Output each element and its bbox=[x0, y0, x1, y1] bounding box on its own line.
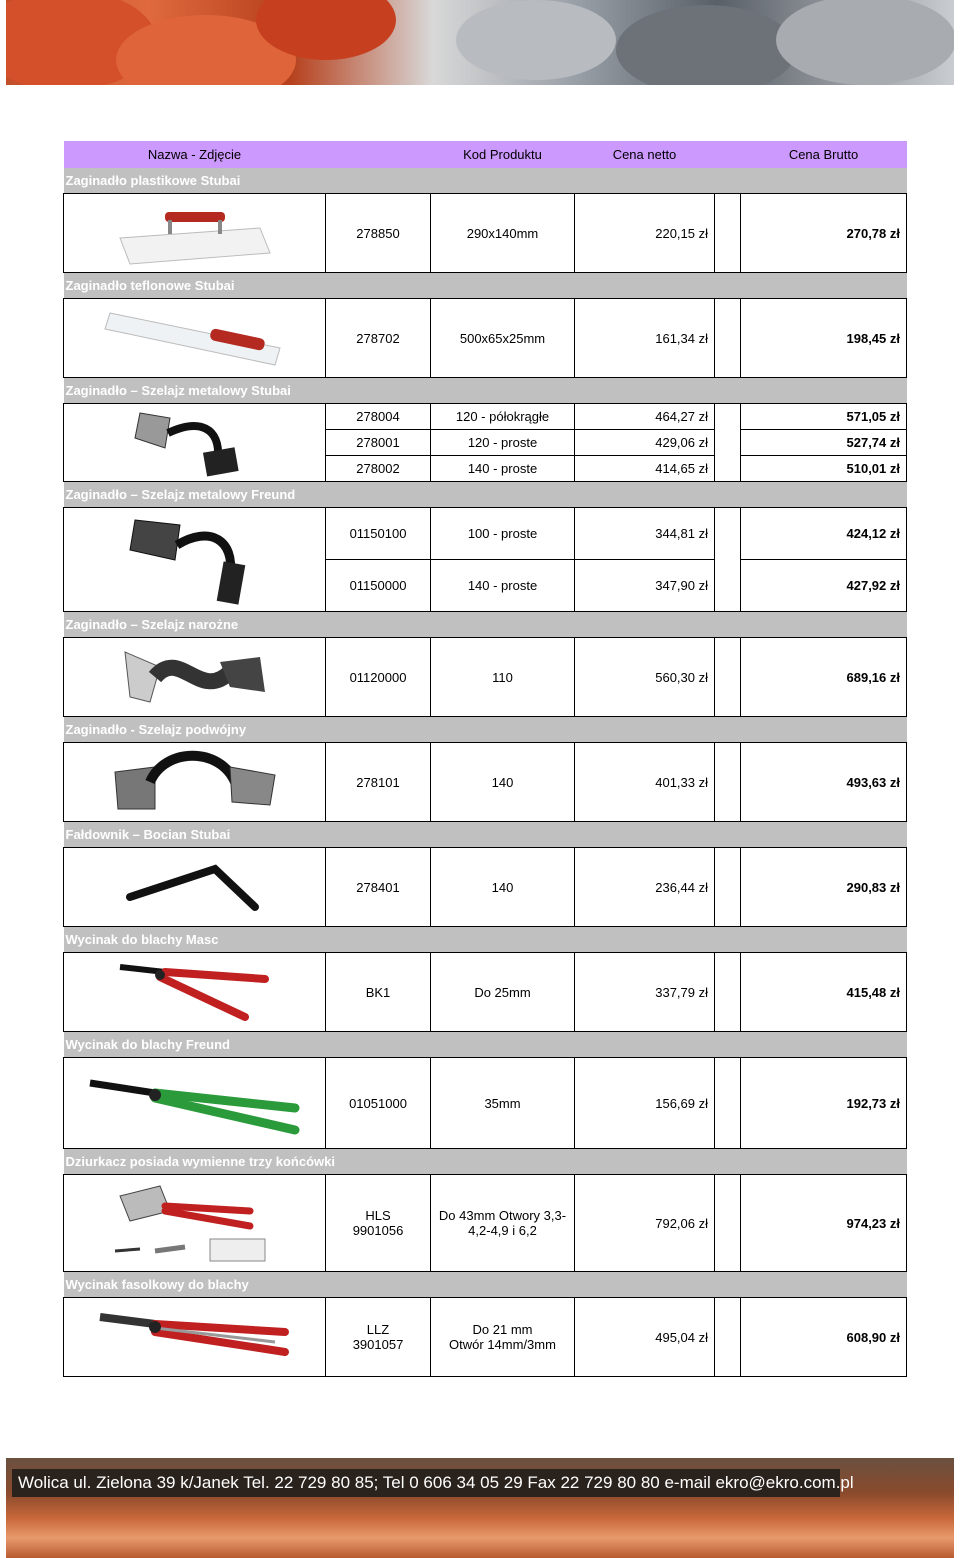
header-net: Cena netto bbox=[575, 141, 715, 168]
category-title: Zaginadło – Szelajz metalowy Freund bbox=[64, 482, 907, 508]
price-table bbox=[63, 141, 907, 1377]
product-image-cutter-freund bbox=[64, 1058, 326, 1149]
product-image-bean-cutter bbox=[64, 1298, 326, 1377]
table-row: HLS 9901056 Do 43mm Otwory 3,3- 4,2-4,9 i 6,2 792,06 zł 974,23 zł bbox=[64, 1175, 907, 1272]
category-title: Zaginadło – Szelajz metalowy Stubai bbox=[64, 378, 907, 404]
footer-contact: Wolica ul. Zielona 39 k/Janek Tel. 22 729 80 85; Tel 0 606 34 05 29 Fax 22 729 80 80 e-mail ekro@ekro.com.pl bbox=[12, 1469, 840, 1497]
table-row: 278401 140 236,44 zł 290,83 zł bbox=[64, 848, 907, 927]
product-image-seamer-double bbox=[64, 743, 326, 822]
header-code: Kod Produktu bbox=[431, 141, 575, 168]
header-name: Nazwa - Zdjęcie bbox=[64, 141, 326, 168]
category-title: Wycinak do blachy Freund bbox=[64, 1032, 907, 1058]
product-image-folder-bocian bbox=[64, 848, 326, 927]
table-row: 278850 290x140mm 220,15 zł 270,78 zł bbox=[64, 194, 907, 273]
header-gross: Cena Brutto bbox=[741, 141, 907, 168]
table-header-row bbox=[64, 141, 907, 168]
table-row: 01051000 35mm 156,69 zł 192,73 zł bbox=[64, 1058, 907, 1149]
category-title: Zaginadło teflonowe Stubai bbox=[64, 273, 907, 299]
product-image-seamer-stubai bbox=[64, 404, 326, 482]
category-title: Wycinak do blachy Masc bbox=[64, 927, 907, 953]
category-title: Zaginadło - Szelajz podwójny bbox=[64, 717, 907, 743]
category-title: Zaginadło – Szelajz narożne bbox=[64, 612, 907, 638]
product-image-punch bbox=[64, 1175, 326, 1272]
table-row: 278002 140 - proste 414,65 zł 510,01 zł bbox=[64, 456, 907, 482]
product-image-trowel-teflon bbox=[64, 299, 326, 378]
table-row: 01150100 100 - proste 344,81 zł 424,12 zł bbox=[64, 508, 907, 560]
product-image-seamer-corner bbox=[64, 638, 326, 717]
top-banner-image bbox=[6, 0, 954, 85]
category-title: Dziurkacz posiada wymienne trzy końcówki bbox=[64, 1149, 907, 1175]
table-row: 278004 120 - półokrągłe 464,27 zł 571,05 zł bbox=[64, 404, 907, 430]
table-row: BK1 Do 25mm 337,79 zł 415,48 zł bbox=[64, 953, 907, 1032]
table-row: 278101 140 401,33 zł 493,63 zł bbox=[64, 743, 907, 822]
category-title: Wycinak fasolkowy do blachy bbox=[64, 1272, 907, 1298]
table-row: 01120000 110 560,30 zł 689,16 zł bbox=[64, 638, 907, 717]
product-image-trowel-plastic bbox=[64, 194, 326, 273]
category-title: Zaginadło plastikowe Stubai bbox=[64, 168, 907, 194]
table-row: LLZ 3901057 Do 21 mm Otwór 14mm/3mm 495,04 zł 608,90 zł bbox=[64, 1298, 907, 1377]
category-title: Fałdownik – Bocian Stubai bbox=[64, 822, 907, 848]
product-image-cutter-masc bbox=[64, 953, 326, 1032]
table-row: 278702 500x65x25mm 161,34 zł 198,45 zł bbox=[64, 299, 907, 378]
footer-banner bbox=[6, 1458, 954, 1558]
table-row: 278001 120 - proste 429,06 zł 527,74 zł bbox=[64, 430, 907, 456]
table-row: 01150000 140 - proste 347,90 zł 427,92 zł bbox=[64, 560, 907, 612]
product-image-seamer-freund bbox=[64, 508, 326, 612]
